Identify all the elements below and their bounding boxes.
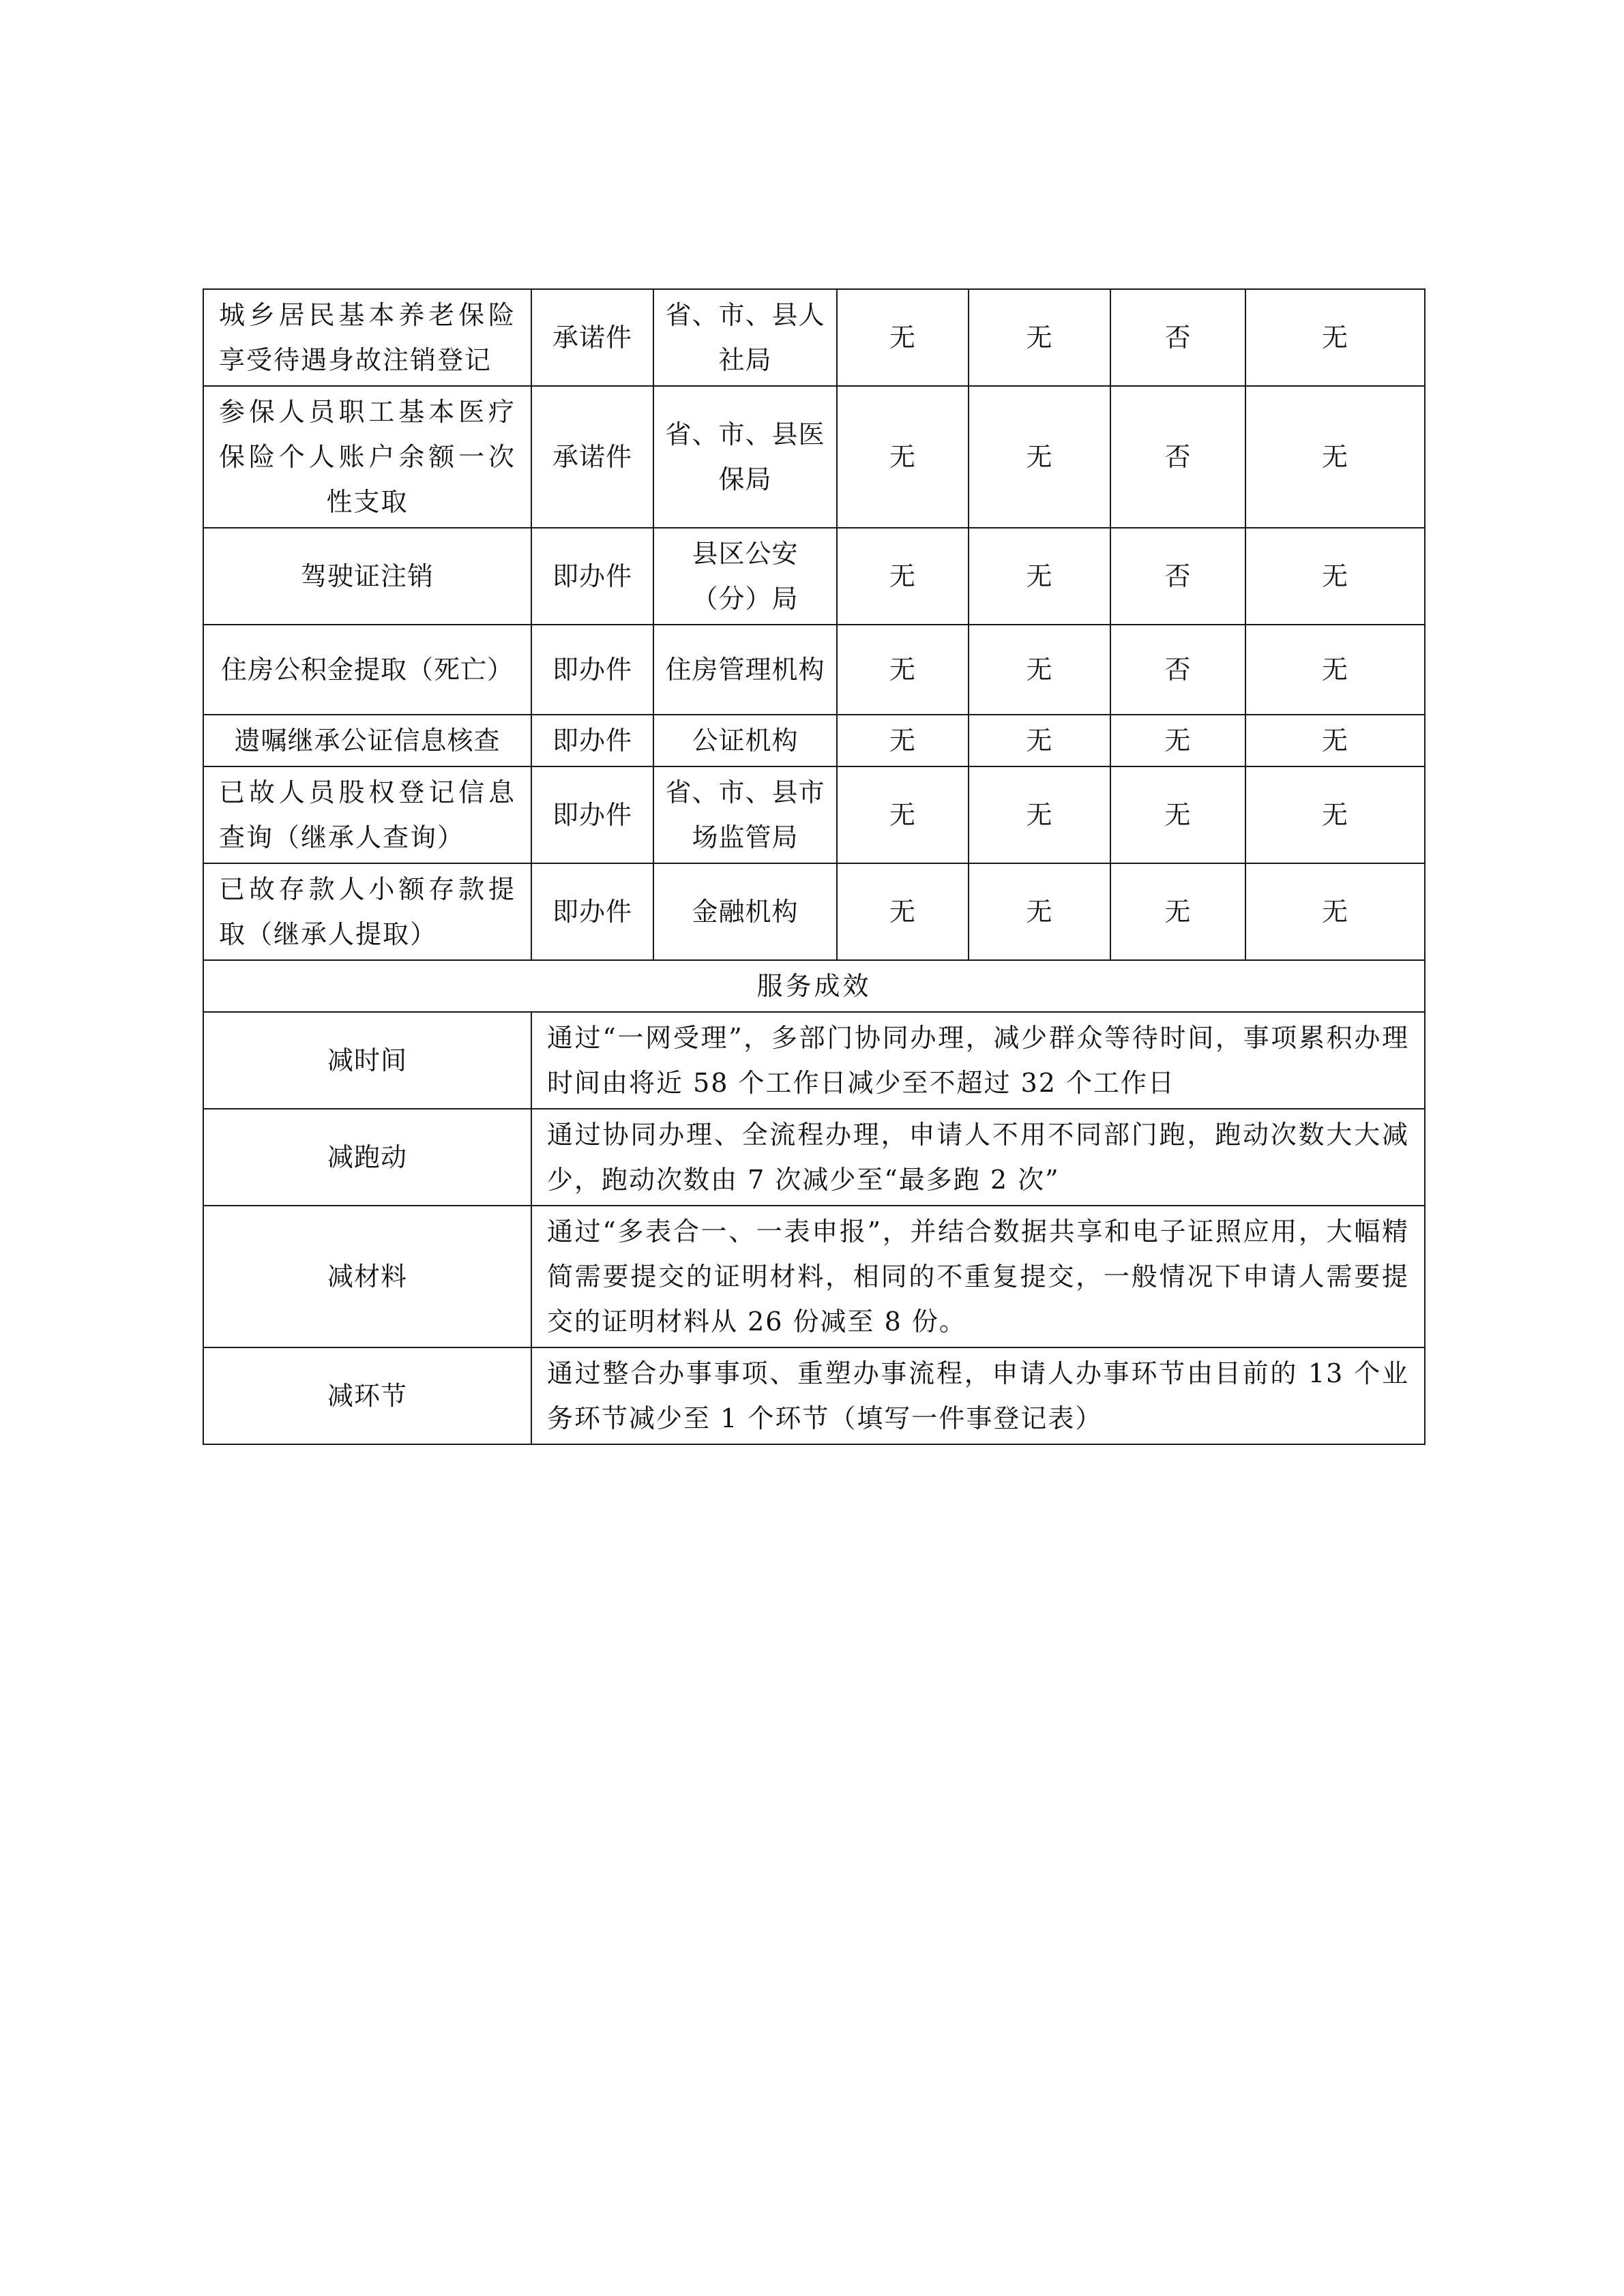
effect-text: 通过整合办事事项、重塑办事流程，申请人办事环节由目前的 13 个业务环节减少至 1 个环节（填写一件事登记表） bbox=[531, 1347, 1425, 1444]
item-col-3: 否 bbox=[1110, 289, 1245, 386]
item-name: 遗嘱继承公证信息核查 bbox=[203, 715, 531, 766]
item-col-3: 无 bbox=[1110, 766, 1245, 863]
item-col-3: 无 bbox=[1110, 715, 1245, 766]
effect-label: 减材料 bbox=[203, 1206, 531, 1347]
effect-text: 通过“一网受理”，多部门协同办理，减少群众等待时间，事项累积办理时间由将近 58 个工作日减少至不超过 32 个工作日 bbox=[531, 1012, 1425, 1109]
effect-text: 通过协同办理、全流程办理，申请人不用不同部门跑，跑动次数大大减少，跑动次数由 7 次减少至“最多跑 2 次” bbox=[531, 1109, 1425, 1206]
item-type: 即办件 bbox=[531, 528, 653, 625]
item-col-3: 否 bbox=[1110, 386, 1245, 528]
item-col-3: 无 bbox=[1110, 863, 1245, 960]
item-col-4: 无 bbox=[1245, 528, 1425, 625]
item-dept: 省、市、县医保局 bbox=[653, 386, 837, 528]
table-row bbox=[203, 289, 1425, 386]
item-col-1: 无 bbox=[837, 715, 969, 766]
item-col-2: 无 bbox=[969, 766, 1110, 863]
item-type: 即办件 bbox=[531, 715, 653, 766]
item-type: 即办件 bbox=[531, 863, 653, 960]
item-name: 已故人员股权登记信息查询（继承人查询） bbox=[203, 766, 531, 863]
section-title: 服务成效 bbox=[203, 960, 1425, 1012]
item-dept: 公证机构 bbox=[653, 715, 837, 766]
item-col-2: 无 bbox=[969, 625, 1110, 715]
item-name: 已故存款人小额存款提取（继承人提取） bbox=[203, 863, 531, 960]
item-type: 即办件 bbox=[531, 625, 653, 715]
table-row bbox=[203, 766, 1425, 863]
item-col-4: 无 bbox=[1245, 625, 1425, 715]
item-type: 承诺件 bbox=[531, 386, 653, 528]
item-name: 住房公积金提取（死亡） bbox=[203, 625, 531, 715]
table-row bbox=[203, 715, 1425, 766]
item-col-1: 无 bbox=[837, 528, 969, 625]
effect-row bbox=[203, 1109, 1425, 1206]
item-name: 驾驶证注销 bbox=[203, 528, 531, 625]
effect-label: 减环节 bbox=[203, 1347, 531, 1444]
effect-row bbox=[203, 1347, 1425, 1444]
service-table bbox=[203, 288, 1426, 1445]
item-col-4: 无 bbox=[1245, 386, 1425, 528]
effect-row bbox=[203, 1012, 1425, 1109]
item-col-4: 无 bbox=[1245, 863, 1425, 960]
item-col-3: 否 bbox=[1110, 625, 1245, 715]
item-dept: 省、市、县人社局 bbox=[653, 289, 837, 386]
item-dept: 县区公安（分）局 bbox=[653, 528, 837, 625]
effect-row bbox=[203, 1206, 1425, 1347]
item-dept: 省、市、县市场监管局 bbox=[653, 766, 837, 863]
item-dept: 住房管理机构 bbox=[653, 625, 837, 715]
table-row bbox=[203, 386, 1425, 528]
item-col-2: 无 bbox=[969, 528, 1110, 625]
effect-label: 减时间 bbox=[203, 1012, 531, 1109]
item-col-1: 无 bbox=[837, 625, 969, 715]
item-col-4: 无 bbox=[1245, 766, 1425, 863]
item-col-1: 无 bbox=[837, 386, 969, 528]
item-col-3: 否 bbox=[1110, 528, 1245, 625]
table-row bbox=[203, 625, 1425, 715]
item-type: 承诺件 bbox=[531, 289, 653, 386]
item-col-2: 无 bbox=[969, 289, 1110, 386]
item-name: 参保人员职工基本医疗保险个人账户余额一次性支取 bbox=[203, 386, 531, 528]
effect-text: 通过“多表合一、一表申报”，并结合数据共享和电子证照应用，大幅精简需要提交的证明材料，相同的不重复提交，一般情况下申请人需要提交的证明材料从 26 份减至 8 份。 bbox=[531, 1206, 1425, 1347]
section-header-row bbox=[203, 960, 1425, 1012]
item-col-4: 无 bbox=[1245, 715, 1425, 766]
item-dept: 金融机构 bbox=[653, 863, 837, 960]
item-name: 城乡居民基本养老保险享受待遇身故注销登记 bbox=[203, 289, 531, 386]
item-col-1: 无 bbox=[837, 289, 969, 386]
item-col-1: 无 bbox=[837, 863, 969, 960]
effect-label: 减跑动 bbox=[203, 1109, 531, 1206]
table-row bbox=[203, 528, 1425, 625]
table-row bbox=[203, 863, 1425, 960]
item-col-2: 无 bbox=[969, 715, 1110, 766]
item-type: 即办件 bbox=[531, 766, 653, 863]
item-col-1: 无 bbox=[837, 766, 969, 863]
item-col-4: 无 bbox=[1245, 289, 1425, 386]
item-col-2: 无 bbox=[969, 386, 1110, 528]
item-col-2: 无 bbox=[969, 863, 1110, 960]
